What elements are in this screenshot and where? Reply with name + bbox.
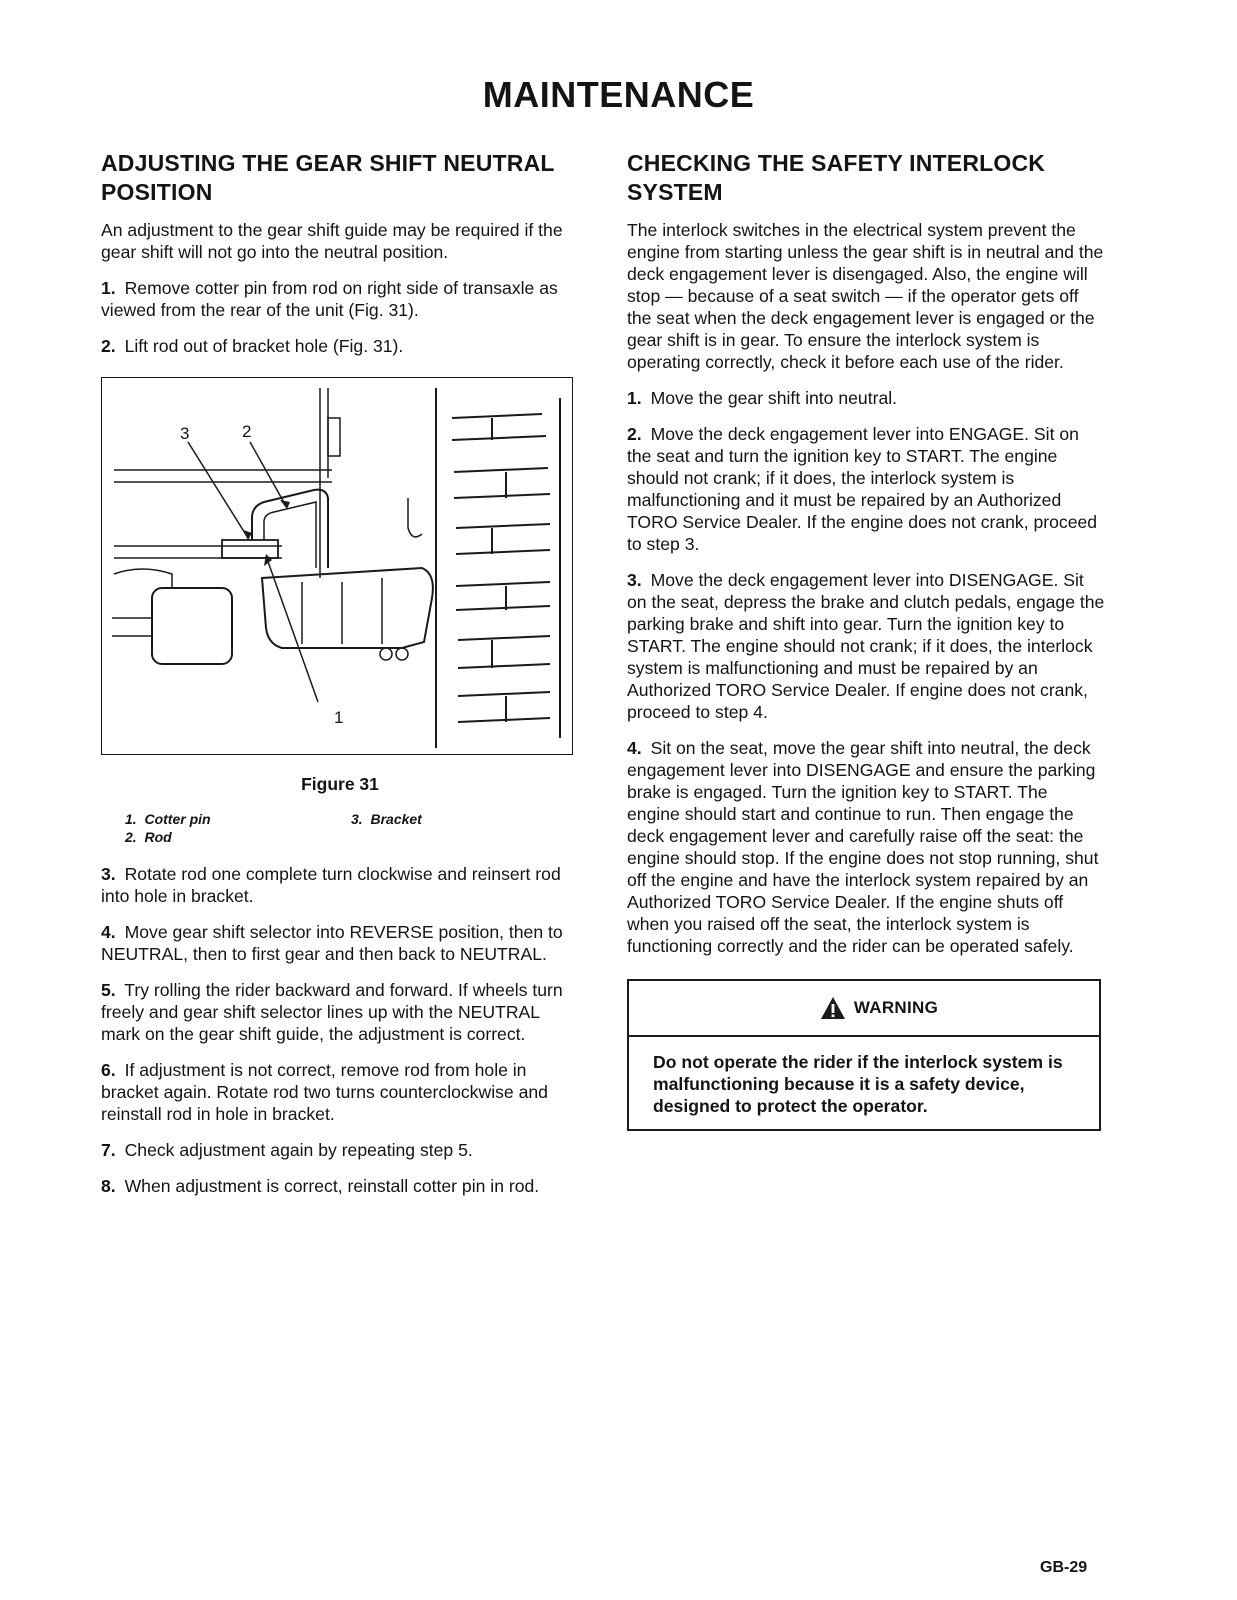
callout-2: 2 [242,422,252,441]
warning-header [629,981,1099,1037]
figure-31-illustration [101,377,573,755]
warning-text: Do not operate the rider if the interlock system is malfunctioning because it is a safety device, designed to protect the operator. [653,1052,1063,1116]
interlock-step-4: 4. Sit on the seat, move the gear shift into neutral, the deck engagement lever into DISENGAGE and ensure the parking brake is engaged. Turn the ignition key to START. The engine should start and continue to run. Then engage the deck engagement lever and carefully raise off the seat: the engine should stop. If the engine does not stop running, shut off the engine and have the interlock system repaired by an Authorized TORO Service Dealer. If the engine shuts off when you raised off the seat, the interlock system is functioning correctly and the rider can be operated safely. [627,738,1099,956]
callout-1: 1 [334,708,344,727]
step-4: 4. Move gear shift selector into REVERSE position, then to NEUTRAL, then to first gear and then back to NEUTRAL. [101,922,563,964]
section-heading-gear-shift: ADJUSTING THE GEAR SHIFT NEUTRAL POSITION [101,150,555,205]
figure-caption: Figure 31 [301,774,379,794]
legend-item-cotter-pin: 1. Cotter pin [125,811,211,827]
intro-paragraph: An adjustment to the gear shift guide may be required if the gear shift will not go into the neutral position. [101,220,563,262]
interlock-step-2: 2. Move the deck engagement lever into ENGAGE. Sit on the seat and turn the ignition key to START. The engine should not crank; if it does, the interlock system is malfunctioning and it must be repaired by an Authorized TORO Service Dealer. If the engine does not crank, proceed to step 3. [627,424,1098,554]
warning-title: WARNING [853,998,939,1017]
callout-3: 3 [180,424,190,443]
interlock-step-3: 3. Move the deck engagement lever into DISENGAGE. Sit on the seat, depress the brake and clutch pedals, engage the parking brake and shift into gear. Turn the ignition key to START. The engine should not crank; if it does, the interlock system is malfunctioning and must be repaired by an Authorized TORO Service Dealer. If engine does not crank, proceed to step 4. [627,570,1105,722]
section-heading-interlock: CHECKING THE SAFETY INTERLOCK SYSTEM [627,150,1046,205]
page-number: GB-29 [1040,1559,1088,1576]
legend-item-bracket: 3. Bracket [351,811,422,827]
page-title: MAINTENANCE [482,74,755,115]
warning-triangle-icon [820,996,846,1020]
legend-item-rod: 2. Rod [125,829,172,845]
step-5: 5. Try rolling the rider backward and forward. If wheels turn freely and gear shift selector lines up with the NEUTRAL mark on the gear shift guide, the adjustment is correct. [101,980,563,1044]
interlock-step-1: 1. Move the gear shift into neutral. [627,388,898,408]
step-2: 2. Lift rod out of bracket hole (Fig. 31). [101,336,404,356]
step-6: 6. If adjustment is not correct, remove rod from hole in bracket again. Rotate rod two turns counterclockwise and reinstall rod in hole in bracket. [101,1060,548,1124]
left-column [101,149,579,1211]
right-column [627,149,1105,1131]
figure-legend [101,811,579,851]
step-8: 8. When adjustment is correct, reinstall cotter pin in rod. [101,1176,540,1196]
step-3: 3. Rotate rod one complete turn clockwise and reinsert rod into hole in bracket. [101,864,561,906]
interlock-intro-paragraph: The interlock switches in the electrical system prevent the engine from starting unless the gear shift is in neutral and the deck engagement lever is disengaged. Also, the engine will stop — because of a seat switch — if the operator gets off the seat when the deck engagement lever is engaged or the gear shift is in gear. To ensure the interlock system is operating correctly, check it before each use of the rider. [627,220,1104,372]
warning-box [627,979,1101,1131]
step-1: 1. Remove cotter pin from rod on right side of transaxle as viewed from the rear of the unit (Fig. 31). [101,278,558,320]
step-7: 7. Check adjustment again by repeating step 5. [101,1140,473,1160]
